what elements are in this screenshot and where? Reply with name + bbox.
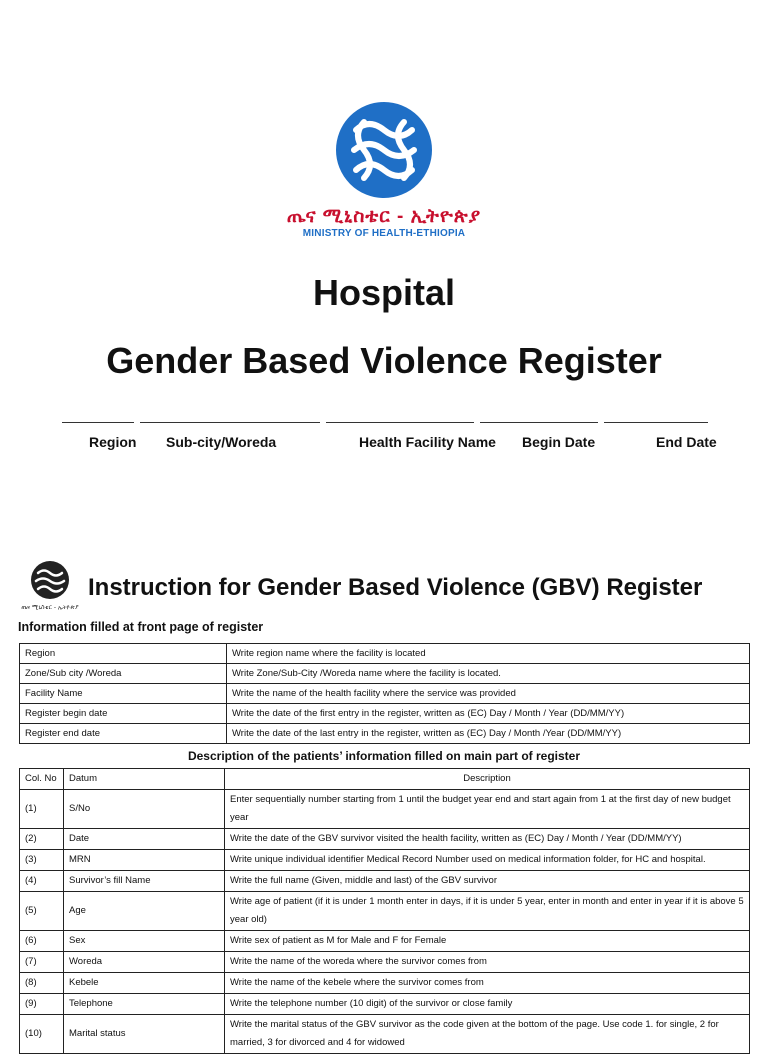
table-cell-description: Write the date of the GBV survivor visited the health facility, written as (EC) Day / Month / Year (DD/MM/YY) — [225, 829, 750, 850]
region-blank-line — [62, 422, 134, 423]
table-cell-datum: Survivor’s fill Name — [64, 871, 225, 892]
table-row — [20, 850, 750, 871]
table-cell-datum: Telephone — [64, 994, 225, 1015]
field-label-region: Region — [89, 434, 137, 450]
table-cell-description: Enter sequentially number starting from 1 until the budget year end and start again from 1 at the first day of new budget year — [225, 790, 750, 829]
ministry-logo — [0, 100, 768, 239]
table-cell-datum: Kebele — [64, 973, 225, 994]
table-cell-field: Zone/Sub city /Woreda — [20, 664, 227, 684]
table-row — [20, 704, 750, 724]
table-cell-instruction: Write the date of the first entry in the register, written as (EC) Day / Month / Year (DD/MM/YY) — [227, 704, 750, 724]
table-cell-datum: S/No — [64, 790, 225, 829]
table-cell-col-no: (1) — [20, 790, 64, 829]
table-cell-description: Write the full name (Given, middle and last) of the GBV survivor — [225, 871, 750, 892]
table-header-row — [20, 769, 750, 790]
table-cell-description: Write the name of the woreda where the survivor comes from — [225, 952, 750, 973]
instruction-logo — [18, 560, 82, 617]
ministry-emblem-small-icon — [18, 560, 82, 612]
field-label-facility: Health Facility Name — [359, 434, 496, 450]
table-cell-col-no: (4) — [20, 871, 64, 892]
table-cell-instruction: Write the date of the last entry in the register, written as (EC) Day / Month /Year (DD/MM/YY) — [227, 724, 750, 744]
table-cell-datum: Sex — [64, 931, 225, 952]
table-row — [20, 892, 750, 931]
table-cell-instruction: Write Zone/Sub-City /Woreda name where the facility is located. — [227, 664, 750, 684]
logo-english-text: MINISTRY OF HEALTH-ETHIOPIA — [302, 228, 466, 239]
begin-date-blank-line — [480, 422, 598, 423]
column-header-description: Description — [225, 769, 750, 790]
table-cell-field: Facility Name — [20, 684, 227, 704]
front-page-heading: Information filled at front page of register — [18, 620, 264, 634]
table-cell-description: Write the telephone number (10 digit) of the survivor or close family — [225, 994, 750, 1015]
front-page-info-table — [19, 643, 750, 744]
table-cell-col-no: (2) — [20, 829, 64, 850]
table-cell-col-no: (6) — [20, 931, 64, 952]
field-label-end-date: End Date — [656, 434, 717, 450]
table-row — [20, 973, 750, 994]
table-row — [20, 931, 750, 952]
column-header-col-no: Col. No — [20, 769, 64, 790]
cover-title-register: Gender Based Violence Register — [106, 340, 662, 381]
instruction-logo-text: ጤና ሚኒስቴር - ኢትዮጵያ — [21, 604, 79, 611]
table-cell-datum: MRN — [64, 850, 225, 871]
table-cell-col-no: (9) — [20, 994, 64, 1015]
table-row — [20, 684, 750, 704]
end-date-blank-line — [604, 422, 708, 423]
table-cell-datum: Woreda — [64, 952, 225, 973]
table-cell-datum: Date — [64, 829, 225, 850]
table-row — [20, 871, 750, 892]
ministry-emblem-icon — [334, 100, 434, 200]
table-cell-description: Write the marital status of the GBV survivor as the code given at the bottom of the page. Use code 1. for single, 2 for married, 3 for divorced and 4 for widowed — [225, 1015, 750, 1054]
table-row — [20, 1015, 750, 1054]
table-cell-description: Write sex of patient as M for Male and F for Female — [225, 931, 750, 952]
table-row — [20, 724, 750, 744]
field-label-woreda: Sub-city/Woreda — [166, 434, 277, 450]
table-cell-col-no: (5) — [20, 892, 64, 931]
facility-blank-line — [326, 422, 474, 423]
cover-title-hospital: Hospital — [312, 272, 455, 313]
instruction-title: Instruction for Gender Based Violence (GBV) Register — [88, 574, 703, 601]
table-cell-field: Region — [20, 644, 227, 664]
table-row — [20, 664, 750, 684]
table-cell-description: Write age of patient (if it is under 1 month enter in days, if it is under 5 year, enter in month and enter in year if it is above 5 year old) — [225, 892, 750, 931]
table-cell-field: Register begin date — [20, 704, 227, 724]
table-cell-col-no: (3) — [20, 850, 64, 871]
table-row — [20, 829, 750, 850]
table-row — [20, 644, 750, 664]
table-cell-col-no: (8) — [20, 973, 64, 994]
field-label-begin-date: Begin Date — [522, 434, 596, 450]
table-row — [20, 952, 750, 973]
logo-amharic-text: ጤና ሚኒስቴር - ኢትዮጵያ — [286, 206, 482, 227]
table-row — [20, 790, 750, 829]
column-header-datum: Datum — [64, 769, 225, 790]
table-cell-instruction: Write region name where the facility is located — [227, 644, 750, 664]
main-register-description-table — [19, 768, 750, 1054]
table-cell-datum: Marital status — [64, 1015, 225, 1054]
table-cell-description: Write unique individual identifier Medical Record Number used on medical information folder, for HC and hospital. — [225, 850, 750, 871]
table-row — [20, 994, 750, 1015]
table-cell-col-no: (7) — [20, 952, 64, 973]
table-cell-datum: Age — [64, 892, 225, 931]
table-cell-col-no: (10) — [20, 1015, 64, 1054]
woreda-blank-line — [140, 422, 320, 423]
main-part-heading: Description of the patients’ information filled on main part of register — [187, 749, 581, 763]
table-cell-instruction: Write the name of the health facility where the service was provided — [227, 684, 750, 704]
table-cell-field: Register end date — [20, 724, 227, 744]
table-cell-description: Write the name of the kebele where the survivor comes from — [225, 973, 750, 994]
